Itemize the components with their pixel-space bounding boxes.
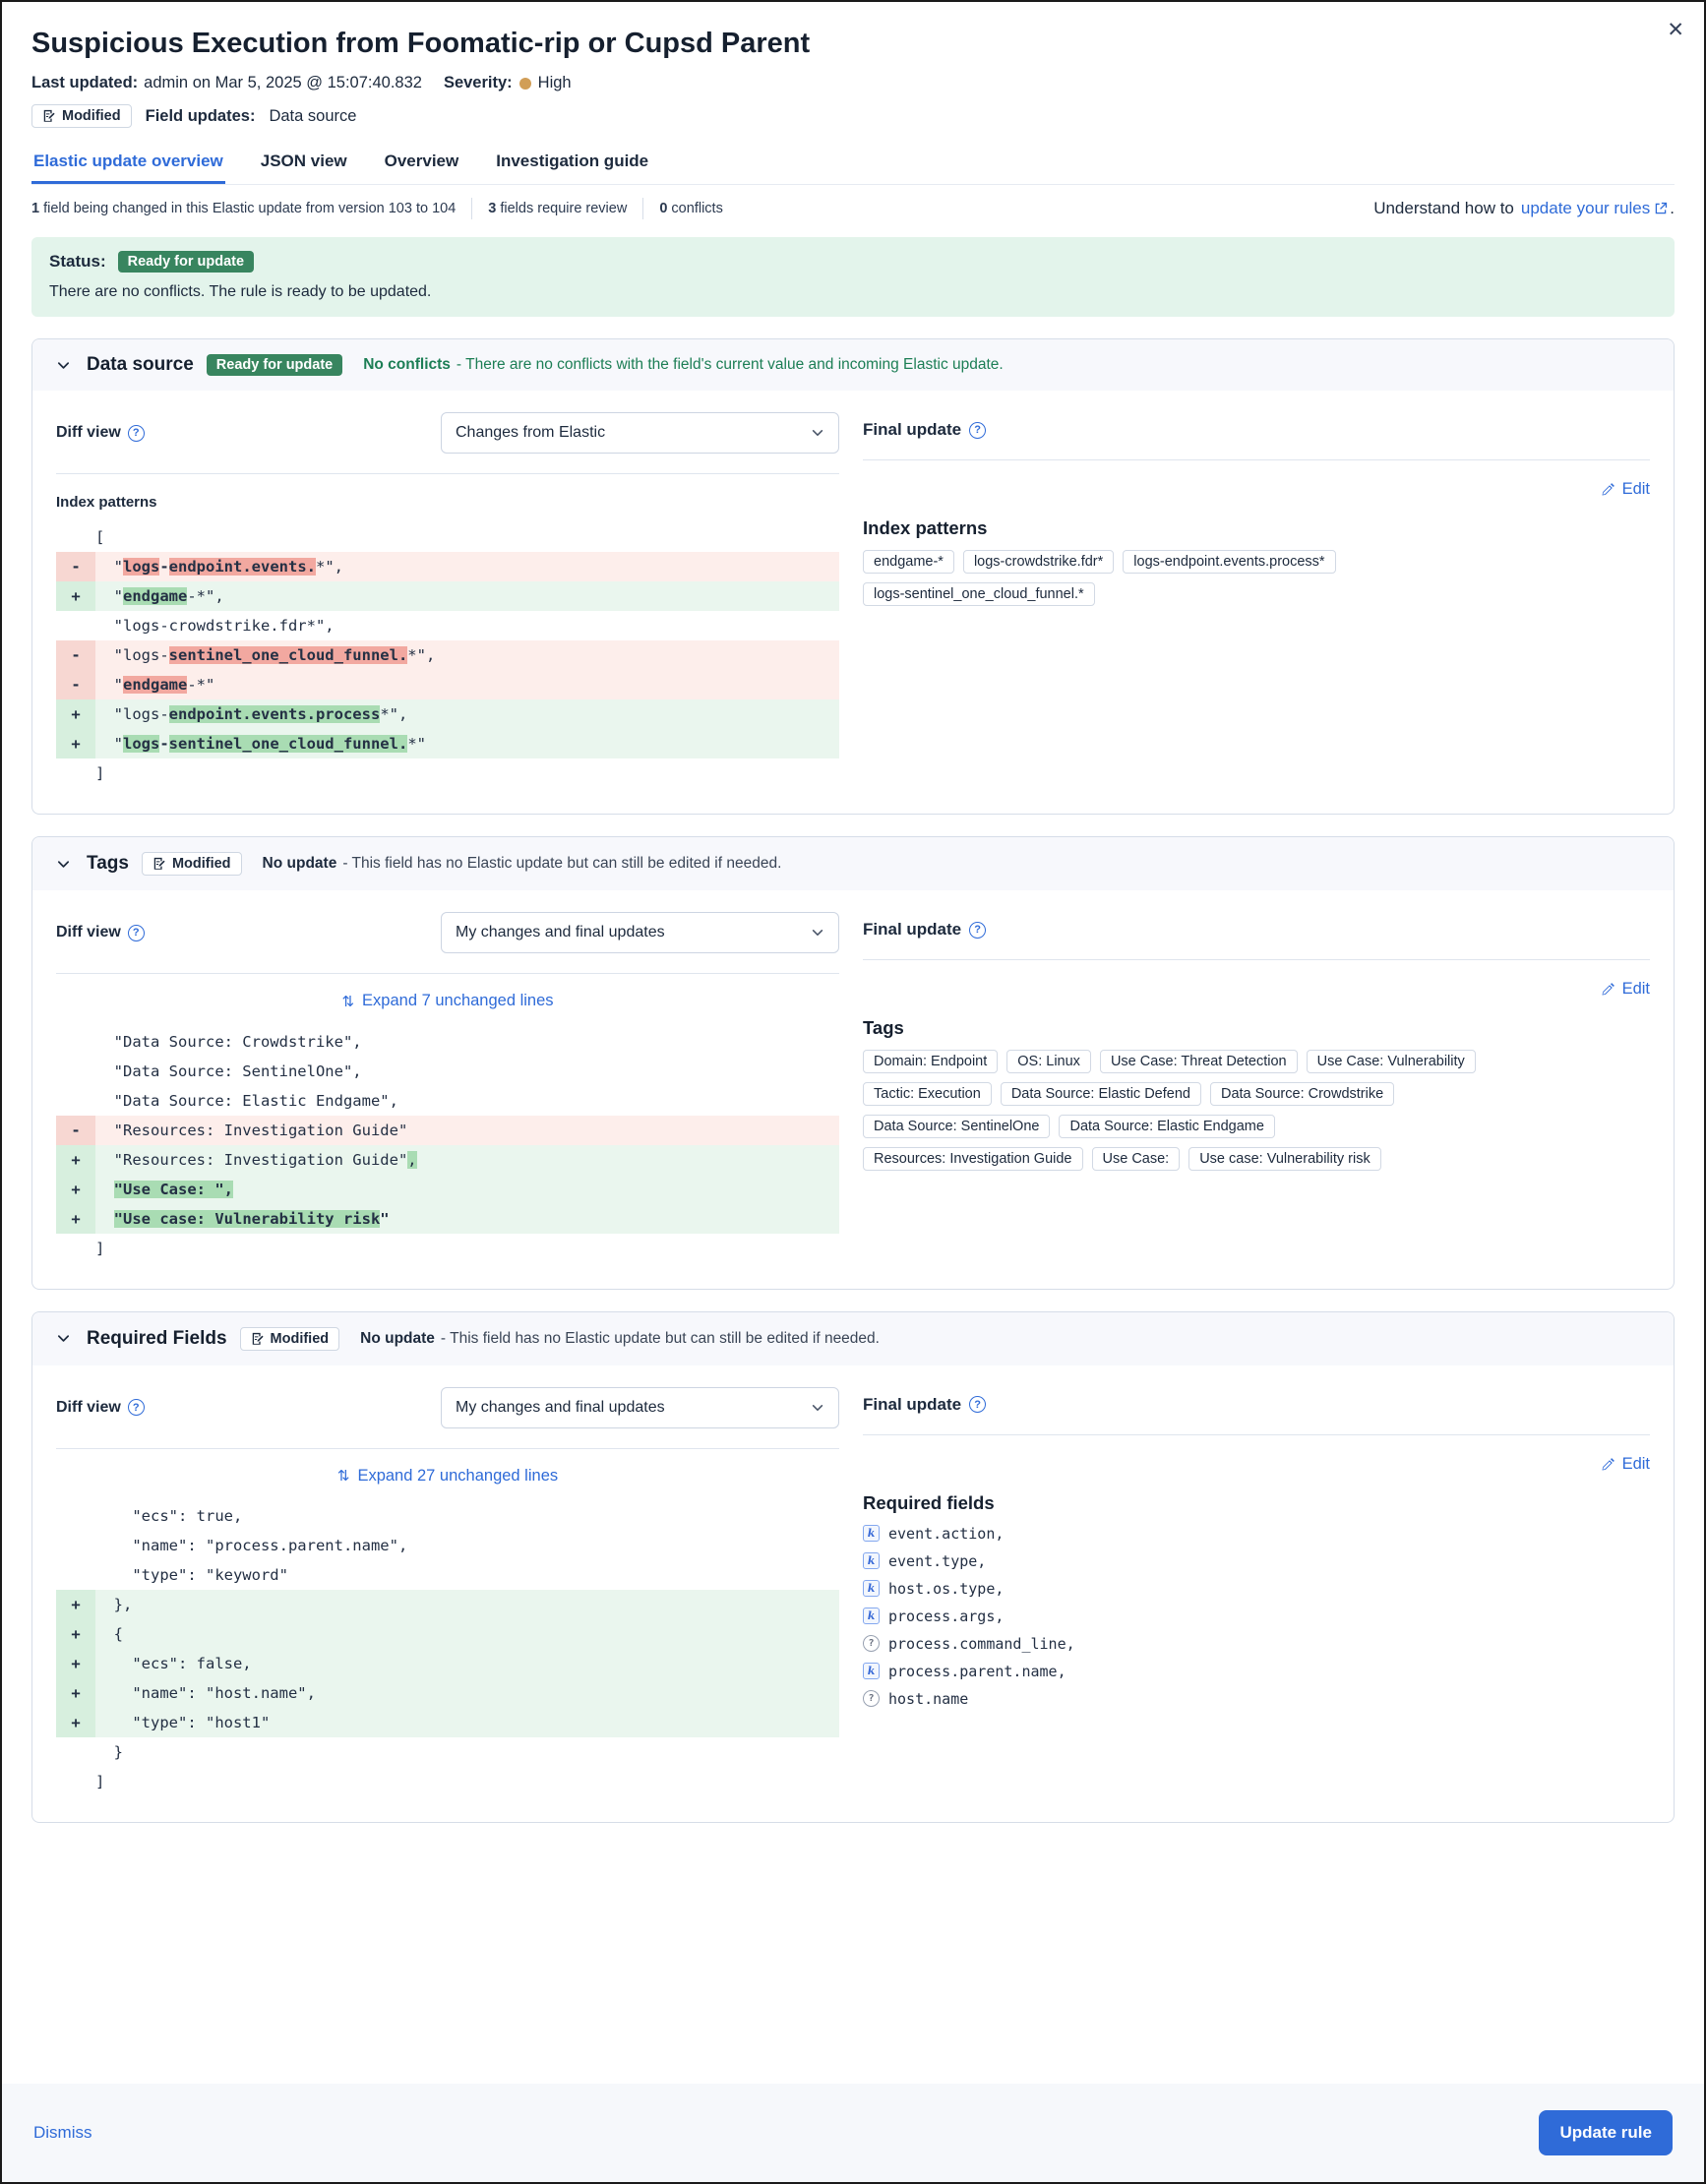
help-icon[interactable]: ? <box>128 1399 145 1416</box>
diff-line: ] <box>95 1239 105 1257</box>
last-updated-label: Last updated: <box>31 74 139 92</box>
expand-icon: ⇅ <box>336 1467 350 1486</box>
diff-line: + "Use case: Vulnerability risk" <box>56 1204 839 1234</box>
expand-icon: ⇅ <box>341 992 355 1010</box>
pencil-icon <box>1601 1457 1615 1472</box>
close-icon[interactable]: ✕ <box>1661 14 1690 46</box>
section-title: Required Fields <box>87 1327 227 1349</box>
help-icon[interactable]: ? <box>128 425 145 442</box>
diff-line: ] <box>95 764 105 783</box>
field-updates-value: Data source <box>269 106 357 125</box>
diff-line: + "Use Case: ", <box>56 1175 839 1204</box>
diff-line: + "ecs": false, <box>56 1649 839 1678</box>
chevron-down-icon <box>811 926 824 940</box>
help-suffix: . <box>1670 199 1675 218</box>
diff-view-select[interactable]: My changes and final updates <box>441 912 839 953</box>
pencil-icon <box>1601 982 1615 997</box>
diff-line: + "Resources: Investigation Guide", <box>56 1145 839 1175</box>
rule-badges-row <box>31 104 1675 128</box>
diff-line: + }, <box>56 1590 839 1619</box>
diff-column <box>32 391 863 814</box>
diff-view <box>56 1501 839 1796</box>
help-icon[interactable]: ? <box>969 422 986 439</box>
section-status-note: No update - This field has no Elastic update but can still be edited if needed. <box>360 1329 880 1347</box>
value-badge: Use Case: Threat Detection <box>1100 1050 1298 1073</box>
diff-line: "ecs": true, <box>95 1507 243 1526</box>
diff-line: + { <box>56 1619 839 1649</box>
field-updates-label: Field updates: <box>145 106 256 125</box>
value-badge: OS: Linux <box>1006 1050 1091 1073</box>
keyword-field-icon: k <box>863 1608 880 1624</box>
final-update-label: Final update <box>863 420 962 440</box>
required-field-item: k host.os.type, <box>863 1580 1650 1598</box>
rule-meta <box>31 74 1675 92</box>
final-update-column <box>863 391 1674 814</box>
value-badge: Resources: Investigation Guide <box>863 1147 1083 1171</box>
section-header <box>32 837 1674 890</box>
badge-list <box>863 1050 1493 1171</box>
flyout-footer <box>2 2084 1704 2182</box>
section-data-source <box>31 338 1675 815</box>
value-badge: Data Source: Elastic Defend <box>1001 1082 1201 1106</box>
section-status-note: No update - This field has no Elastic update but can still be edited if needed. <box>262 855 782 873</box>
required-field-item: k process.parent.name, <box>863 1663 1650 1680</box>
external-link-icon <box>1654 202 1668 215</box>
status-badge: Ready for update <box>207 354 342 376</box>
status-label: Status: <box>49 252 106 272</box>
severity-value: High <box>537 74 572 92</box>
value-badge: logs-sentinel_one_cloud_funnel.* <box>863 582 1095 606</box>
section-status-note: No conflicts - There are no conflicts with the field's current value and incoming Elastic update. <box>363 356 1004 374</box>
diff-subtitle: Index patterns <box>56 494 157 512</box>
tab-json-view[interactable]: JSON view <box>260 152 347 171</box>
section-title: Tags <box>87 853 129 875</box>
diff-line: "type": "keyword" <box>95 1566 288 1585</box>
pencil-icon <box>1601 482 1615 497</box>
page-title: Suspicious Execution from Foomatic-rip or Cupsd Parent <box>31 28 811 59</box>
chevron-down-icon <box>811 426 824 440</box>
diff-line: ] <box>95 1773 105 1791</box>
section-header <box>32 1312 1674 1365</box>
badge-list <box>863 550 1493 606</box>
value-badge: Data Source: Elastic Endgame <box>1059 1115 1274 1138</box>
severity <box>444 74 572 92</box>
diff-line: "logs-crowdstrike.fdr*", <box>95 617 335 636</box>
chevron-down-icon[interactable] <box>52 354 74 376</box>
required-fields-list <box>863 1525 1650 1708</box>
final-update-heading: Index patterns <box>863 517 988 539</box>
diff-line: [ <box>95 528 105 547</box>
section-title: Data source <box>87 354 194 376</box>
understand-help <box>1373 199 1675 218</box>
chevron-down-icon <box>811 1401 824 1415</box>
last-updated-value: admin on Mar 5, 2025 @ 15:07:40.832 <box>144 74 422 92</box>
diff-line: "name": "process.parent.name", <box>95 1537 408 1555</box>
diff-view-select[interactable]: My changes and final updates <box>441 1387 839 1428</box>
diff-line: - "endgame-*" <box>56 670 839 699</box>
value-badge: Tactic: Execution <box>863 1082 992 1106</box>
value-badge: Use Case: <box>1092 1147 1181 1171</box>
diff-line: + "type": "host1" <box>56 1708 839 1737</box>
diff-line: + "name": "host.name", <box>56 1678 839 1708</box>
status-message: There are no conflicts. The rule is ready to be updated. <box>49 283 432 301</box>
diff-line: - "logs-sentinel_one_cloud_funnel.*", <box>56 640 839 670</box>
required-field-item: k process.args, <box>863 1608 1650 1625</box>
update-stats <box>31 198 739 219</box>
diff-line: "Data Source: Elastic Endgame", <box>95 1091 398 1110</box>
section-required-fields <box>31 1311 1675 1824</box>
modified-badge <box>31 104 132 128</box>
modified-badge: Modified <box>142 852 242 876</box>
edit-button[interactable]: Edit <box>1601 1455 1650 1474</box>
final-update-heading: Required fields <box>863 1491 995 1513</box>
modified-badge-label: Modified <box>62 108 121 125</box>
expand-unchanged-link[interactable]: ⇅ Expand 7 unchanged lines <box>341 992 554 1010</box>
update-stat: 3 fields require review <box>472 198 643 219</box>
final-update-column <box>863 890 1674 1289</box>
final-update-heading: Tags <box>863 1017 904 1039</box>
update-stat: 0 conflicts <box>659 201 723 217</box>
diff-view-label: Diff view <box>56 924 121 941</box>
help-icon[interactable]: ? <box>128 925 145 941</box>
severity-label: Severity: <box>443 74 513 92</box>
required-field-item: ? host.name <box>863 1690 1650 1708</box>
required-field-item: ? process.command_line, <box>863 1635 1650 1653</box>
diff-line: - "Resources: Investigation Guide" <box>56 1116 839 1145</box>
status-callout <box>31 237 1675 317</box>
section-header <box>32 339 1674 391</box>
diff-view-select[interactable]: Changes from Elastic <box>441 412 839 454</box>
tab-investigation-guide[interactable]: Investigation guide <box>496 152 649 171</box>
field-sections <box>31 338 1675 1823</box>
diff-column <box>32 890 863 1289</box>
diff-view-label: Diff view <box>56 1398 121 1416</box>
diff-line: + "logs-endpoint.events.process*", <box>56 699 839 729</box>
required-field-item: k event.type, <box>863 1552 1650 1570</box>
diff-column <box>32 1365 863 1823</box>
final-update-label: Final update <box>863 1394 962 1414</box>
final-update-label: Final update <box>863 920 962 940</box>
keyword-field-icon: k <box>863 1552 880 1569</box>
unknown-field-icon: ? <box>863 1690 880 1707</box>
value-badge: endgame-* <box>863 550 954 574</box>
edit-button[interactable]: Edit <box>1601 480 1650 499</box>
update-stat: 1 field being changed in this Elastic update from version 103 to 104 <box>31 198 472 219</box>
value-badge: logs-endpoint.events.process* <box>1123 550 1335 574</box>
flyout-content <box>2 2 1704 1823</box>
diff-view-label: Diff view <box>56 424 121 442</box>
value-badge: Data Source: Crowdstrike <box>1210 1082 1394 1106</box>
edit-button[interactable]: Edit <box>1601 980 1650 999</box>
value-badge: logs-crowdstrike.fdr* <box>963 550 1114 574</box>
required-field-item: k event.action, <box>863 1525 1650 1543</box>
chevron-down-icon[interactable] <box>52 853 74 875</box>
diff-line: + "logs-sentinel_one_cloud_funnel.*" <box>56 729 839 758</box>
modified-badge: Modified <box>240 1327 340 1351</box>
help-icon[interactable]: ? <box>969 922 986 939</box>
dismiss-button[interactable]: Dismiss <box>33 2123 92 2142</box>
tab-overview[interactable]: Overview <box>384 152 459 171</box>
diff-view <box>56 1027 839 1263</box>
section-tags <box>31 836 1675 1290</box>
value-badge: Domain: Endpoint <box>863 1050 998 1073</box>
document-edit-icon <box>42 109 56 123</box>
tab-bar <box>31 150 1675 185</box>
diff-line: + "endgame-*", <box>56 581 839 611</box>
update-rule-button[interactable]: Update rule <box>1539 2110 1673 2155</box>
keyword-field-icon: k <box>863 1525 880 1542</box>
value-badge: Use case: Vulnerability risk <box>1188 1147 1381 1171</box>
chevron-down-icon[interactable] <box>52 1328 74 1350</box>
update-your-rules-link[interactable]: update your rules <box>1521 199 1668 218</box>
severity-dot <box>519 78 531 90</box>
value-badge: Data Source: SentinelOne <box>863 1115 1050 1138</box>
update-info-row <box>31 185 1675 231</box>
unknown-field-icon: ? <box>863 1635 880 1652</box>
diff-line: "Data Source: SentinelOne", <box>95 1062 362 1080</box>
diff-view <box>56 522 839 788</box>
keyword-field-icon: k <box>863 1580 880 1597</box>
help-prefix: Understand how to <box>1373 199 1514 218</box>
tab-elastic-update-overview[interactable]: Elastic update overview <box>31 150 225 184</box>
expand-unchanged-link[interactable]: ⇅ Expand 27 unchanged lines <box>336 1466 559 1486</box>
document-edit-icon <box>251 1332 265 1346</box>
document-edit-icon <box>152 857 166 871</box>
help-icon[interactable]: ? <box>969 1396 986 1413</box>
value-badge: Use Case: Vulnerability <box>1307 1050 1476 1073</box>
final-update-column <box>863 1365 1674 1823</box>
diff-line: } <box>95 1743 123 1762</box>
status-badge: Ready for update <box>118 251 254 273</box>
diff-line: "Data Source: Crowdstrike", <box>95 1032 362 1051</box>
diff-line: - "logs-endpoint.events.*", <box>56 552 839 581</box>
keyword-field-icon: k <box>863 1663 880 1679</box>
